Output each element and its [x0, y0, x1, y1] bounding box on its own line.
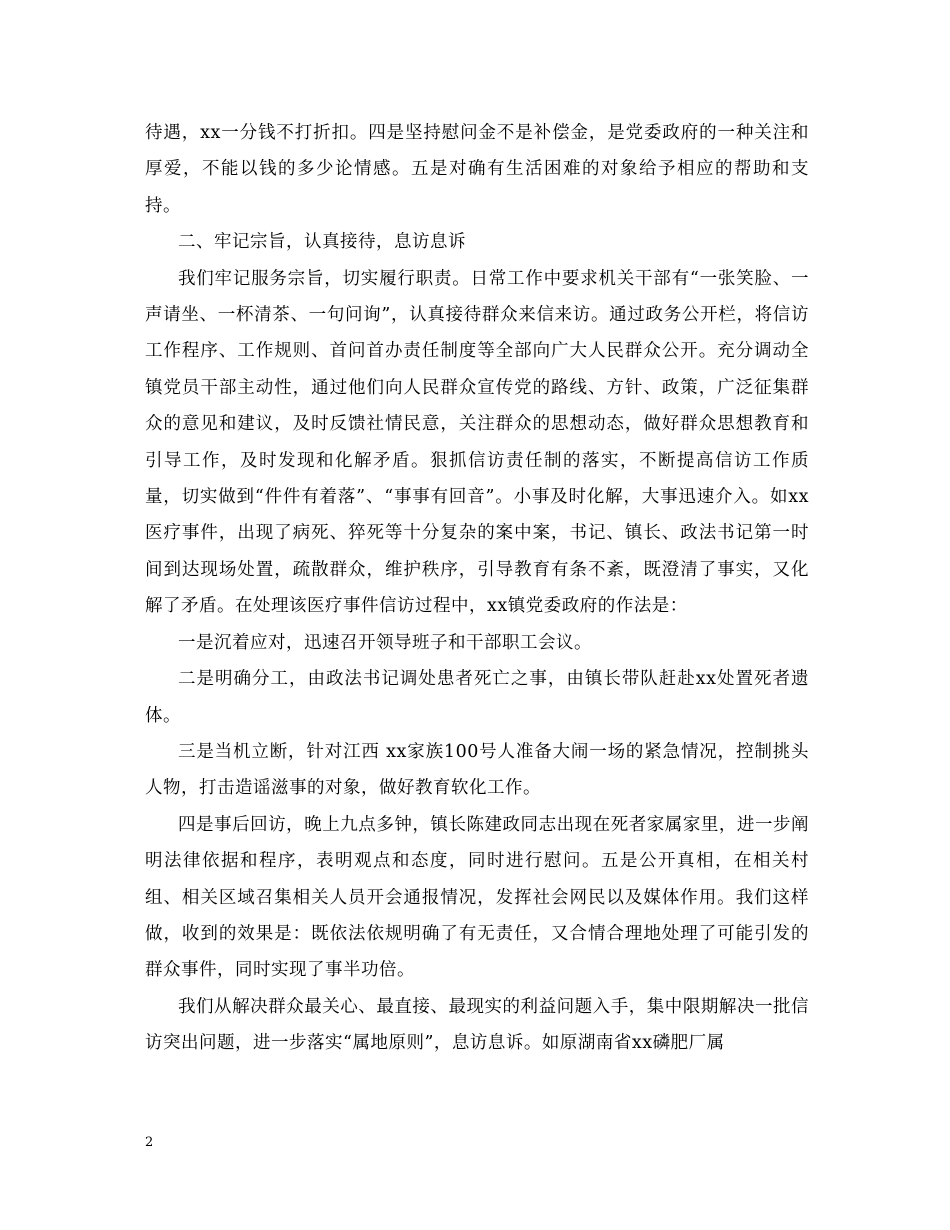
list-item: 二是明确分工，由政法书记调处患者死亡之事，由镇长带队赶赴xx处置死者遗体。 — [145, 669, 809, 726]
section-heading: 二、牢记宗旨，认真接待，息访息诉 — [178, 232, 466, 253]
list-item: 三是当机立断，针对江西 xx家族100号人准备大闹一场的紧急情况，控制挑头人物，打击造谣滋事的对象，做好教育软化工作。 — [145, 741, 809, 799]
paragraph: 我们从解决群众最关心、最直接、最现实的利益问题入手，集中限期解决一批信访突出问题，进一步落实“属地原则”，息访息诉。如原湖南省xx磷肥厂属 — [145, 996, 809, 1054]
paragraph: 我们牢记服务宗旨，切实履行职责。日常工作中要求机关干部有“一张笑脸、一声请坐、一杯清茶、一句问询”，认真接待群众来信来访。通过政务公开栏，将信访工作程序、工作规则、首问首办责任制度等全部向广大人民群众公开。充分调动全镇党员干部主动性，通过他们向人民群众宣传党的路线、方针、政策，广泛征集群众的意见和建议，及时反馈社情民意，关注群众的思想动态，做好群众思想教育和引导工作，及时发现和化解矛盾。狠抓信访责任制的落实，不断提高信访工作质量，切实做到“件件有着落”、“事事有回音”。小事及时化解，大事迅速介入。如xx医疗事件，出现了病死、猝死等十分复杂的案中案，书记、镇长、政法书记第一时间到达现场处置，疏散群众，维护秩序，引导教育有条不紊，既澄清了事实，又化解了矛盾。在处理该医疗事件信访过程中，xx镇党委政府的作法是： — [145, 268, 809, 617]
page-number: 2 — [145, 1135, 154, 1150]
list-item: 四是事后回访，晚上九点多钟，镇长陈建政同志出现在死者家属家里，进一步阐明法律依据和程序，表明观点和态度，同时进行慰问。五是公开真相，在相关村组、相关区域召集相关人员开会通报情况，发挥社会网民以及媒体作用。我们这样做，收到的效果是：既依法依规明确了有无责任，又合情合理地处理了可能引发的群众事件，同时实现了事半功倍。 — [145, 814, 809, 981]
paragraph-continued: 待遇，xx一分钱不打折扣。四是坚持慰问金不是补偿金，是党委政府的一种关注和厚爱，不能以钱的多少论情感。五是对确有生活困难的对象给予相应的帮助和支持。 — [145, 123, 809, 216]
document-body — [145, 115, 809, 1062]
list-item: 一是沉着应对，迅速召开领导班子和干部职工会议。 — [178, 632, 592, 653]
